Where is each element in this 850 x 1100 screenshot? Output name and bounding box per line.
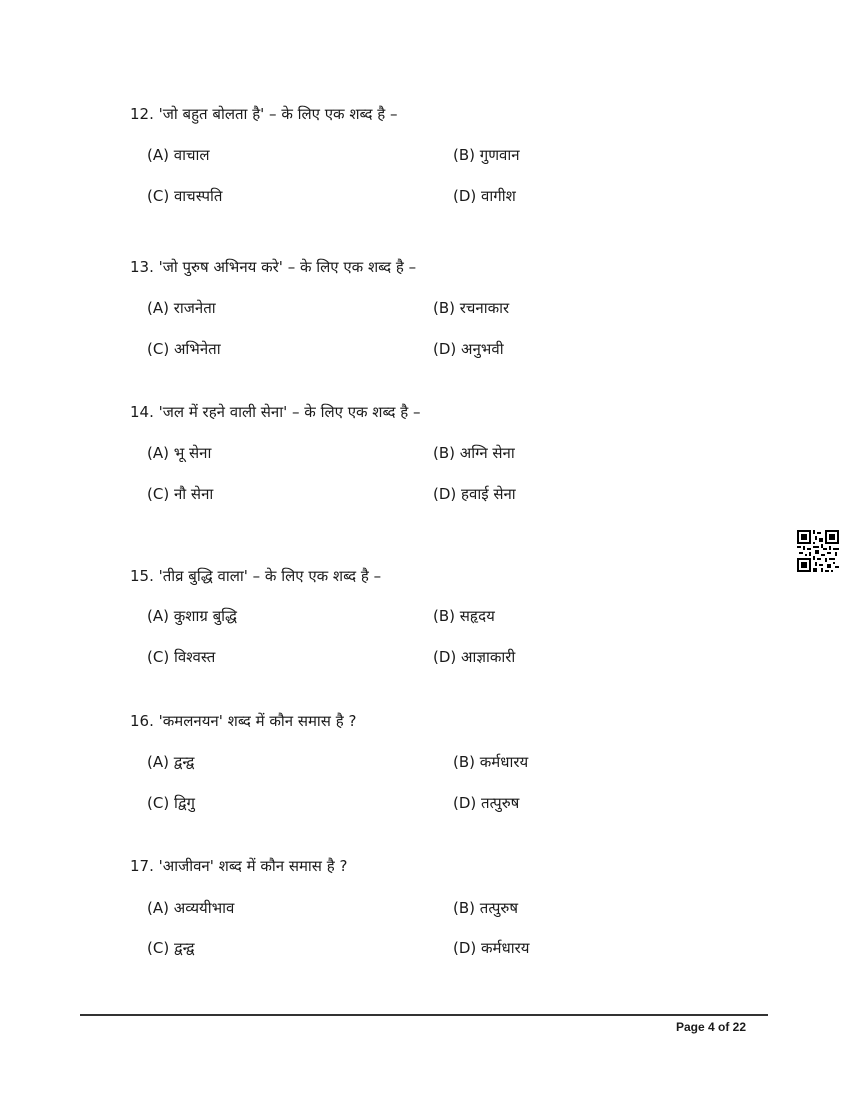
question-13: 13. 'जो पुरुष अभिनय करे' – के लिए एक शब्द है –	[130, 258, 417, 276]
question-16: 16. 'कमलनयन' शब्द में कौन समास है ?	[130, 712, 357, 730]
q13-option-c: (C) अभिनेता	[147, 340, 221, 358]
q15-option-a: (A) कुशाग्र बुद्धि	[147, 607, 238, 625]
q16-option-b: (B) कर्मधारय	[453, 753, 529, 771]
q15-option-b: (B) सहृदय	[433, 607, 495, 625]
q13-option-d: (D) अनुभवी	[433, 340, 504, 358]
q14-option-a: (A) भू सेना	[147, 444, 212, 462]
question-15: 15. 'तीव्र बुद्धि वाला' – के लिए एक शब्द है –	[130, 567, 382, 585]
q12-option-c: (C) वाचस्पति	[147, 187, 223, 205]
q17-option-c: (C) द्वन्द्व	[147, 939, 195, 957]
question-12: 12. 'जो बहुत बोलता है' – के लिए एक शब्द है –	[130, 105, 398, 123]
q13-option-b: (B) रचनाकार	[433, 299, 510, 317]
q16-option-c: (C) द्विगु	[147, 794, 195, 812]
question-17: 17. 'आजीवन' शब्द में कौन समास है ?	[130, 857, 348, 875]
q17-option-a: (A) अव्ययीभाव	[147, 899, 235, 917]
q15-option-d: (D) आज्ञाकारी	[433, 648, 516, 666]
q16-option-a: (A) द्वन्द्व	[147, 753, 195, 771]
q14-option-c: (C) नौ सेना	[147, 485, 214, 503]
qr-code-icon	[797, 530, 839, 572]
q15-option-c: (C) विश्वस्त	[147, 648, 216, 666]
q13-option-a: (A) राजनेता	[147, 299, 216, 317]
question-14: 14. 'जल में रहने वाली सेना' – के लिए एक शब्द है –	[130, 403, 421, 421]
q17-option-d: (D) कर्मधारय	[453, 939, 530, 957]
q14-option-d: (D) हवाई सेना	[433, 485, 516, 503]
page-number: Page 4 of 22	[676, 1020, 747, 1034]
q12-option-d: (D) वागीश	[453, 187, 516, 205]
q12-option-a: (A) वाचाल	[147, 146, 210, 164]
q16-option-d: (D) तत्पुरुष	[453, 794, 520, 812]
q17-option-b: (B) तत्पुरुष	[453, 899, 519, 917]
footer-divider	[80, 1014, 768, 1016]
q14-option-b: (B) अग्नि सेना	[433, 444, 515, 462]
q12-option-b: (B) गुणवान	[453, 146, 520, 164]
